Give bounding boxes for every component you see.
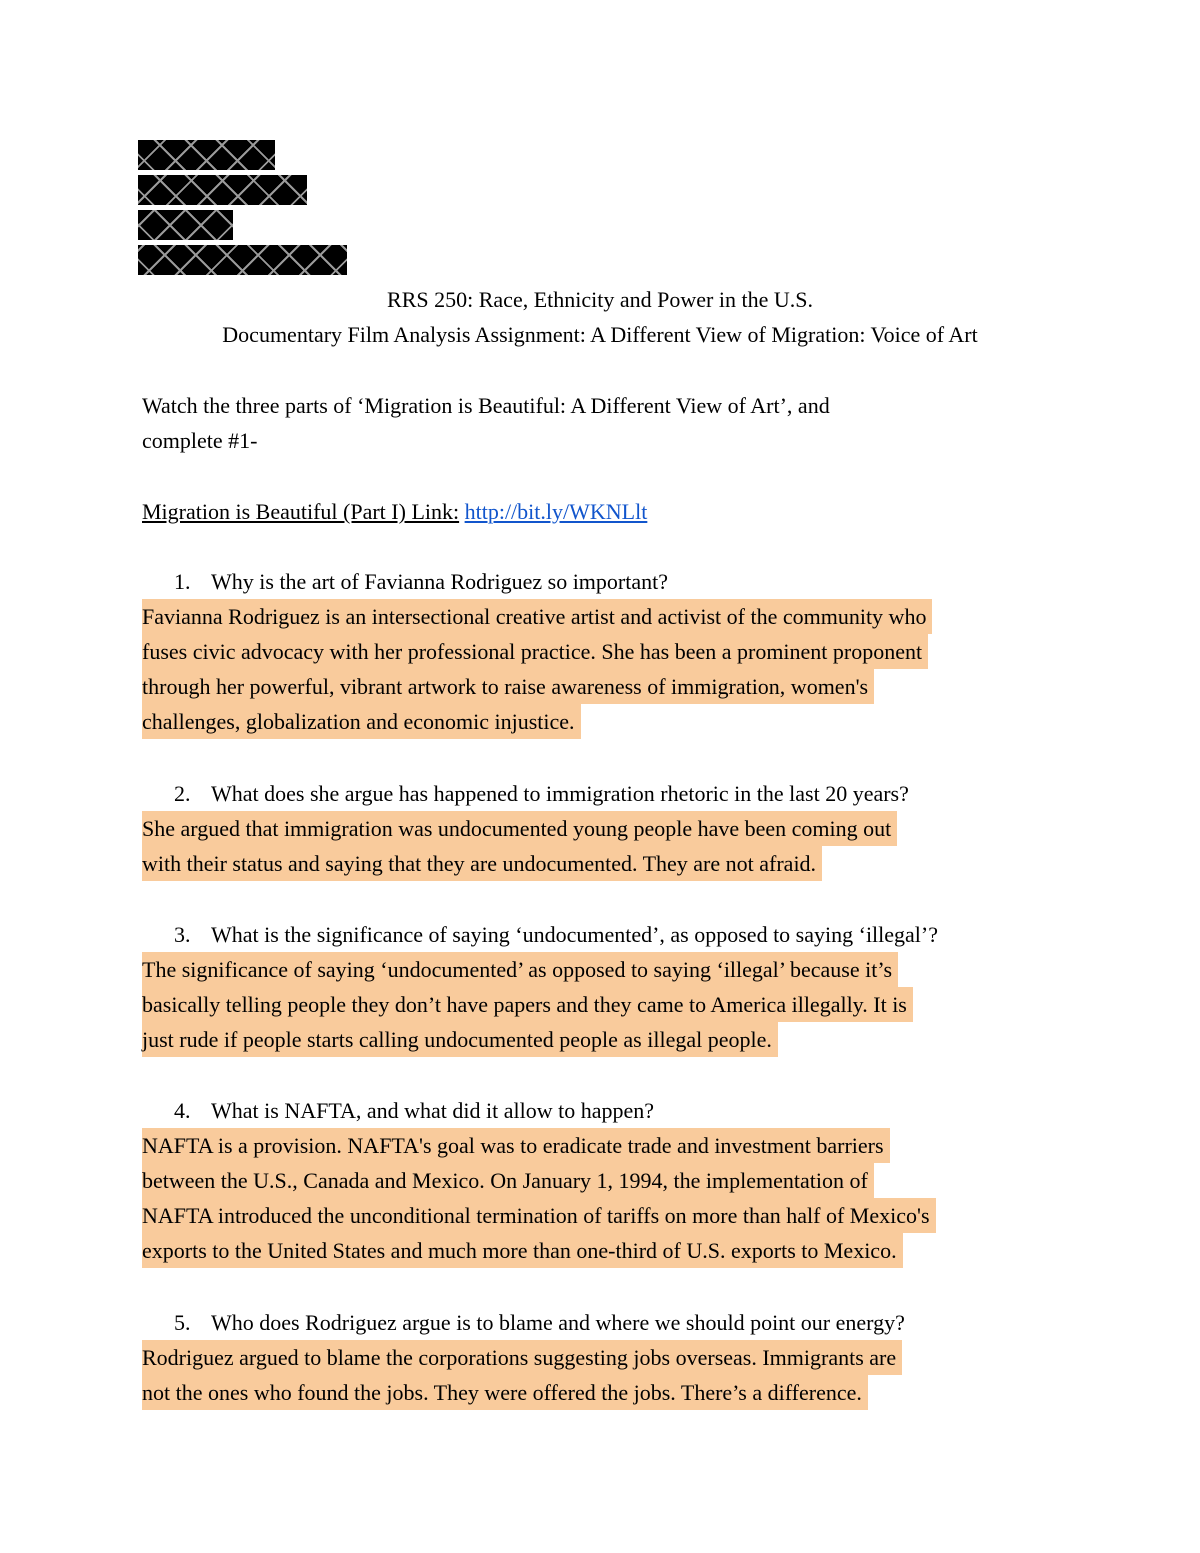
answer-line: The significance of saying ‘undocumented’ as opposed to saying ‘illegal’ because it’s (142, 952, 898, 987)
answer-line: just rude if people starts calling undocumented people as illegal people. (142, 1022, 778, 1057)
question-number: 3. (174, 922, 191, 947)
answer-line: Favianna Rodriguez is an intersectional creative artist and activist of the community who (142, 599, 932, 634)
redaction-bar (138, 140, 275, 170)
question-4 (174, 1093, 1074, 1128)
answer-3 (142, 952, 1072, 1057)
answer-5 (142, 1340, 1072, 1410)
question-number: 4. (174, 1098, 191, 1123)
redaction-bar (138, 175, 307, 205)
question-text: Why is the art of Favianna Rodriguez so important? (211, 569, 668, 594)
question-1 (174, 564, 1074, 599)
answer-line: basically telling people they don’t have papers and they came to America illegally. It is (142, 987, 913, 1022)
question-number: 1. (174, 569, 191, 594)
video-link[interactable]: http://bit.ly/WKNLlt (464, 499, 648, 524)
redaction-bar (138, 210, 233, 240)
video-link-row (142, 494, 647, 529)
answer-line: exports to the United States and much more than one-third of U.S. exports to Mexico. (142, 1233, 903, 1268)
answer-line: through her powerful, vibrant artwork to raise awareness of immigration, women's (142, 669, 874, 704)
answer-line: She argued that immigration was undocumented young people have been coming out (142, 811, 897, 846)
instructions-line: complete #1- (142, 428, 258, 453)
question-text: What does she argue has happened to immigration rhetoric in the last 20 years? (211, 781, 909, 806)
course-title: RRS 250: Race, Ethnicity and Power in the U.S. (387, 287, 813, 312)
answer-line: between the U.S., Canada and Mexico. On January 1, 1994, the implementation of (142, 1163, 874, 1198)
question-5 (174, 1305, 1074, 1340)
answer-line: Rodriguez argued to blame the corporations suggesting jobs overseas. Immigrants are (142, 1340, 902, 1375)
answer-line: fuses civic advocacy with her professional practice. She has been a prominent proponent (142, 634, 928, 669)
question-text: Who does Rodriguez argue is to blame and where we should point our energy? (211, 1310, 905, 1335)
question-number: 5. (174, 1310, 191, 1335)
question-number: 2. (174, 781, 191, 806)
answer-line: not the ones who found the jobs. They were offered the jobs. There’s a difference. (142, 1375, 868, 1410)
question-2 (174, 776, 1074, 811)
question-text: What is the significance of saying ‘undocumented’, as opposed to saying ‘illegal’? (211, 922, 939, 947)
answer-line: NAFTA is a provision. NAFTA's goal was to eradicate trade and investment barriers (142, 1128, 890, 1163)
link-label: Migration is Beautiful (Part I) Link: (142, 499, 460, 524)
instructions-line: Watch the three parts of ‘Migration is Beautiful: A Different View of Art’, and (142, 393, 830, 418)
question-3 (174, 917, 1074, 952)
redacted-name-block (138, 140, 347, 280)
assignment-title: Documentary Film Analysis Assignment: A Different View of Migration: Voice of Art (222, 322, 978, 347)
answer-1 (142, 599, 1072, 739)
answer-2 (142, 811, 1072, 881)
answer-line: NAFTA introduced the unconditional termination of tariffs on more than half of Mexico's (142, 1198, 936, 1233)
answer-4 (142, 1128, 1072, 1268)
redaction-bar (138, 245, 347, 275)
answer-line: challenges, globalization and economic injustice. (142, 704, 581, 739)
instructions (142, 388, 1072, 458)
question-text: What is NAFTA, and what did it allow to happen? (211, 1098, 655, 1123)
answer-line: with their status and saying that they are undocumented. They are not afraid. (142, 846, 822, 881)
